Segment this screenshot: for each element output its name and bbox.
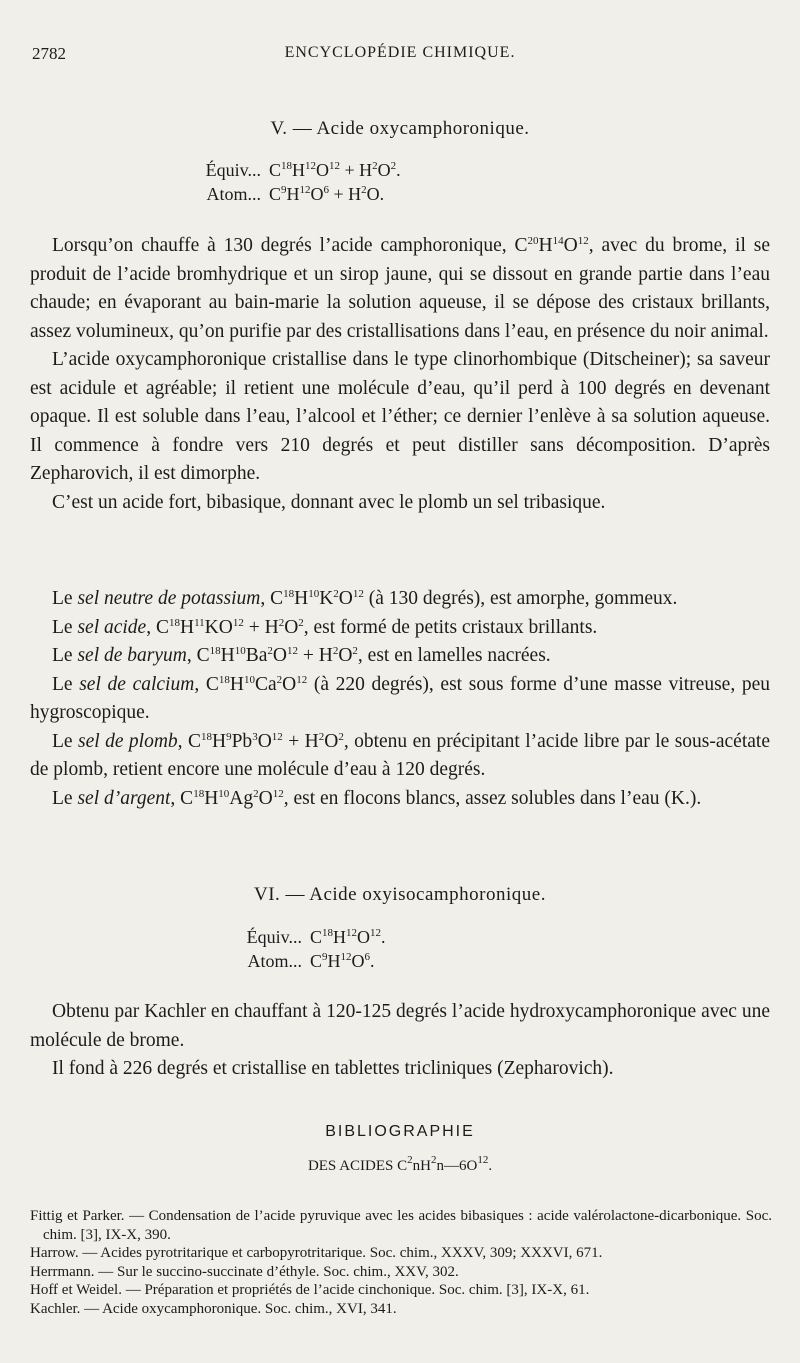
formula-atom: Atom... $C^9H^{12}O^6 + H^2O$. bbox=[206, 184, 385, 204]
running-title: ENCYCLOPÉDIE CHIMIQUE. bbox=[284, 44, 516, 61]
section-title-vi: VI. — Acide oxyisocamphoronique. bbox=[254, 884, 546, 905]
page-number: 2782 bbox=[32, 44, 66, 63]
paragraph: Obtenu par Kachler en chauffant à 120-125 degrés l’acide hydroxycamphoronique avec une molécule de brome. bbox=[30, 1001, 770, 1051]
bibliography-title: BIBLIOGRAPHIE bbox=[325, 1123, 475, 1140]
formula-block-vi bbox=[206, 925, 386, 973]
paragraph: Lorsqu’on chauffe à 130 degrés l’acide camphoronique, $C^{20}H^{14}O^{12}$, avec du brome, il se produit de l’acide bromhydrique et un sirop jaune, qui se dissout en grande partie dans l’eau chaude; en évaporant au bain-marie la solution aqueuse, il se dépose des cristaux brillants, assez volumineux, qu’on purifie par des cristallisations dans l’eau, en présence du noir animal. bbox=[30, 235, 770, 342]
formula-atom: Atom... $C^9H^{12}O^6$. bbox=[247, 951, 375, 971]
salts-list bbox=[30, 585, 770, 813]
section-vi-body bbox=[30, 998, 770, 1084]
formula-equiv: Équiv... $C^{18}H^{12}O^{12} + H^2O^2$. bbox=[205, 160, 401, 180]
references-list bbox=[30, 1207, 772, 1318]
formula-block-v bbox=[165, 158, 401, 206]
section-v-body bbox=[30, 232, 770, 517]
paragraph: Il fond à 226 degrés et cristallise en tablettes tricliniques (Zepharovich). bbox=[52, 1058, 614, 1079]
paragraph: L’acide oxycamphoronique cristallise dans le type clinorhombique (Ditscheiner); sa saveur est acidule et agréable; il retient une molécule d’eau, qu’il perd à 100 degrés en devenant opaque. Il est soluble dans l’eau, l’alcool et l’éther; ce dernier l’enlève à sa solution aqueuse. Il commence à fondre vers 210 degrés et peut distiller sans décomposition. D’après Zepharovich, il est dimorphe. bbox=[30, 349, 770, 484]
salt-paragraph: Le sel de baryum, $C^{18}H^{10}Ba^2O^{12} + H^2O^2$, est en lamelles nacrées. bbox=[52, 645, 551, 666]
salt-paragraph: Le sel d’argent, $C^{18}H^{10}Ag^2O^{12}$, est en flocons blancs, assez solubles dans l’eau (K.). bbox=[52, 787, 702, 809]
reference-item: Herrmann. — Sur le succino-succinate d’éthyle. Soc. chim., XXV, 302. bbox=[30, 1263, 459, 1280]
paragraph: C’est un acide fort, bibasique, donnant avec le plomb un sel tribasique. bbox=[52, 491, 606, 513]
salt-paragraph: Le sel de plomb, $C^{18}H^9Pb^3O^{12} + H^2O^2$, obtenu en précipitant l’acide libre par le sous-acétate de plomb, retient encore une molécule d’eau à 120 degrés. bbox=[30, 730, 770, 780]
salt-paragraph: Le sel de calcium, $C^{18}H^{10}Ca^2O^{12}$ (à 220 degrés), est sous forme d’une masse vitreuse, peu hygroscopique. bbox=[30, 673, 771, 723]
reference-item: Kachler. — Acide oxycamphoronique. Soc. chim., XVI, 341. bbox=[30, 1300, 397, 1317]
page-header bbox=[32, 44, 768, 72]
section-title-v: V. — Acide oxycamphoronique. bbox=[270, 118, 530, 139]
salt-paragraph: Le sel acide, $C^{18}H^{11}KO^{12} + H^2O^2$, est formé de petits cristaux brillants. bbox=[52, 616, 598, 638]
formula-equiv: Équiv... $C^{18}H^{12}O^{12}$. bbox=[246, 927, 386, 947]
salt-paragraph: Le sel neutre de potassium, $C^{18}H^{10}K^2O^{12}$ (à 130 degrés), est amorphe, gommeux. bbox=[52, 588, 678, 609]
reference-item: Fittig et Parker. — Condensation de l’acide pyruvique avec les acides bibasiques : acide valérolactone-dicarbonique. Soc. chim. [3], IX-X, 390. bbox=[30, 1208, 772, 1243]
reference-item: Harrow. — Acides pyrotritarique et carbopyrotritarique. Soc. chim., XXXV, 309; XXXVI, 671. bbox=[30, 1245, 603, 1261]
reference-item: Hoff et Weidel. — Préparation et propriétés de l’acide cinchonique. Soc. chim. [3], IX-X, 61. bbox=[30, 1282, 590, 1298]
bibliography-subtitle: DES ACIDES $C^2nH^2n—6O^{12}$. bbox=[307, 1154, 493, 1174]
